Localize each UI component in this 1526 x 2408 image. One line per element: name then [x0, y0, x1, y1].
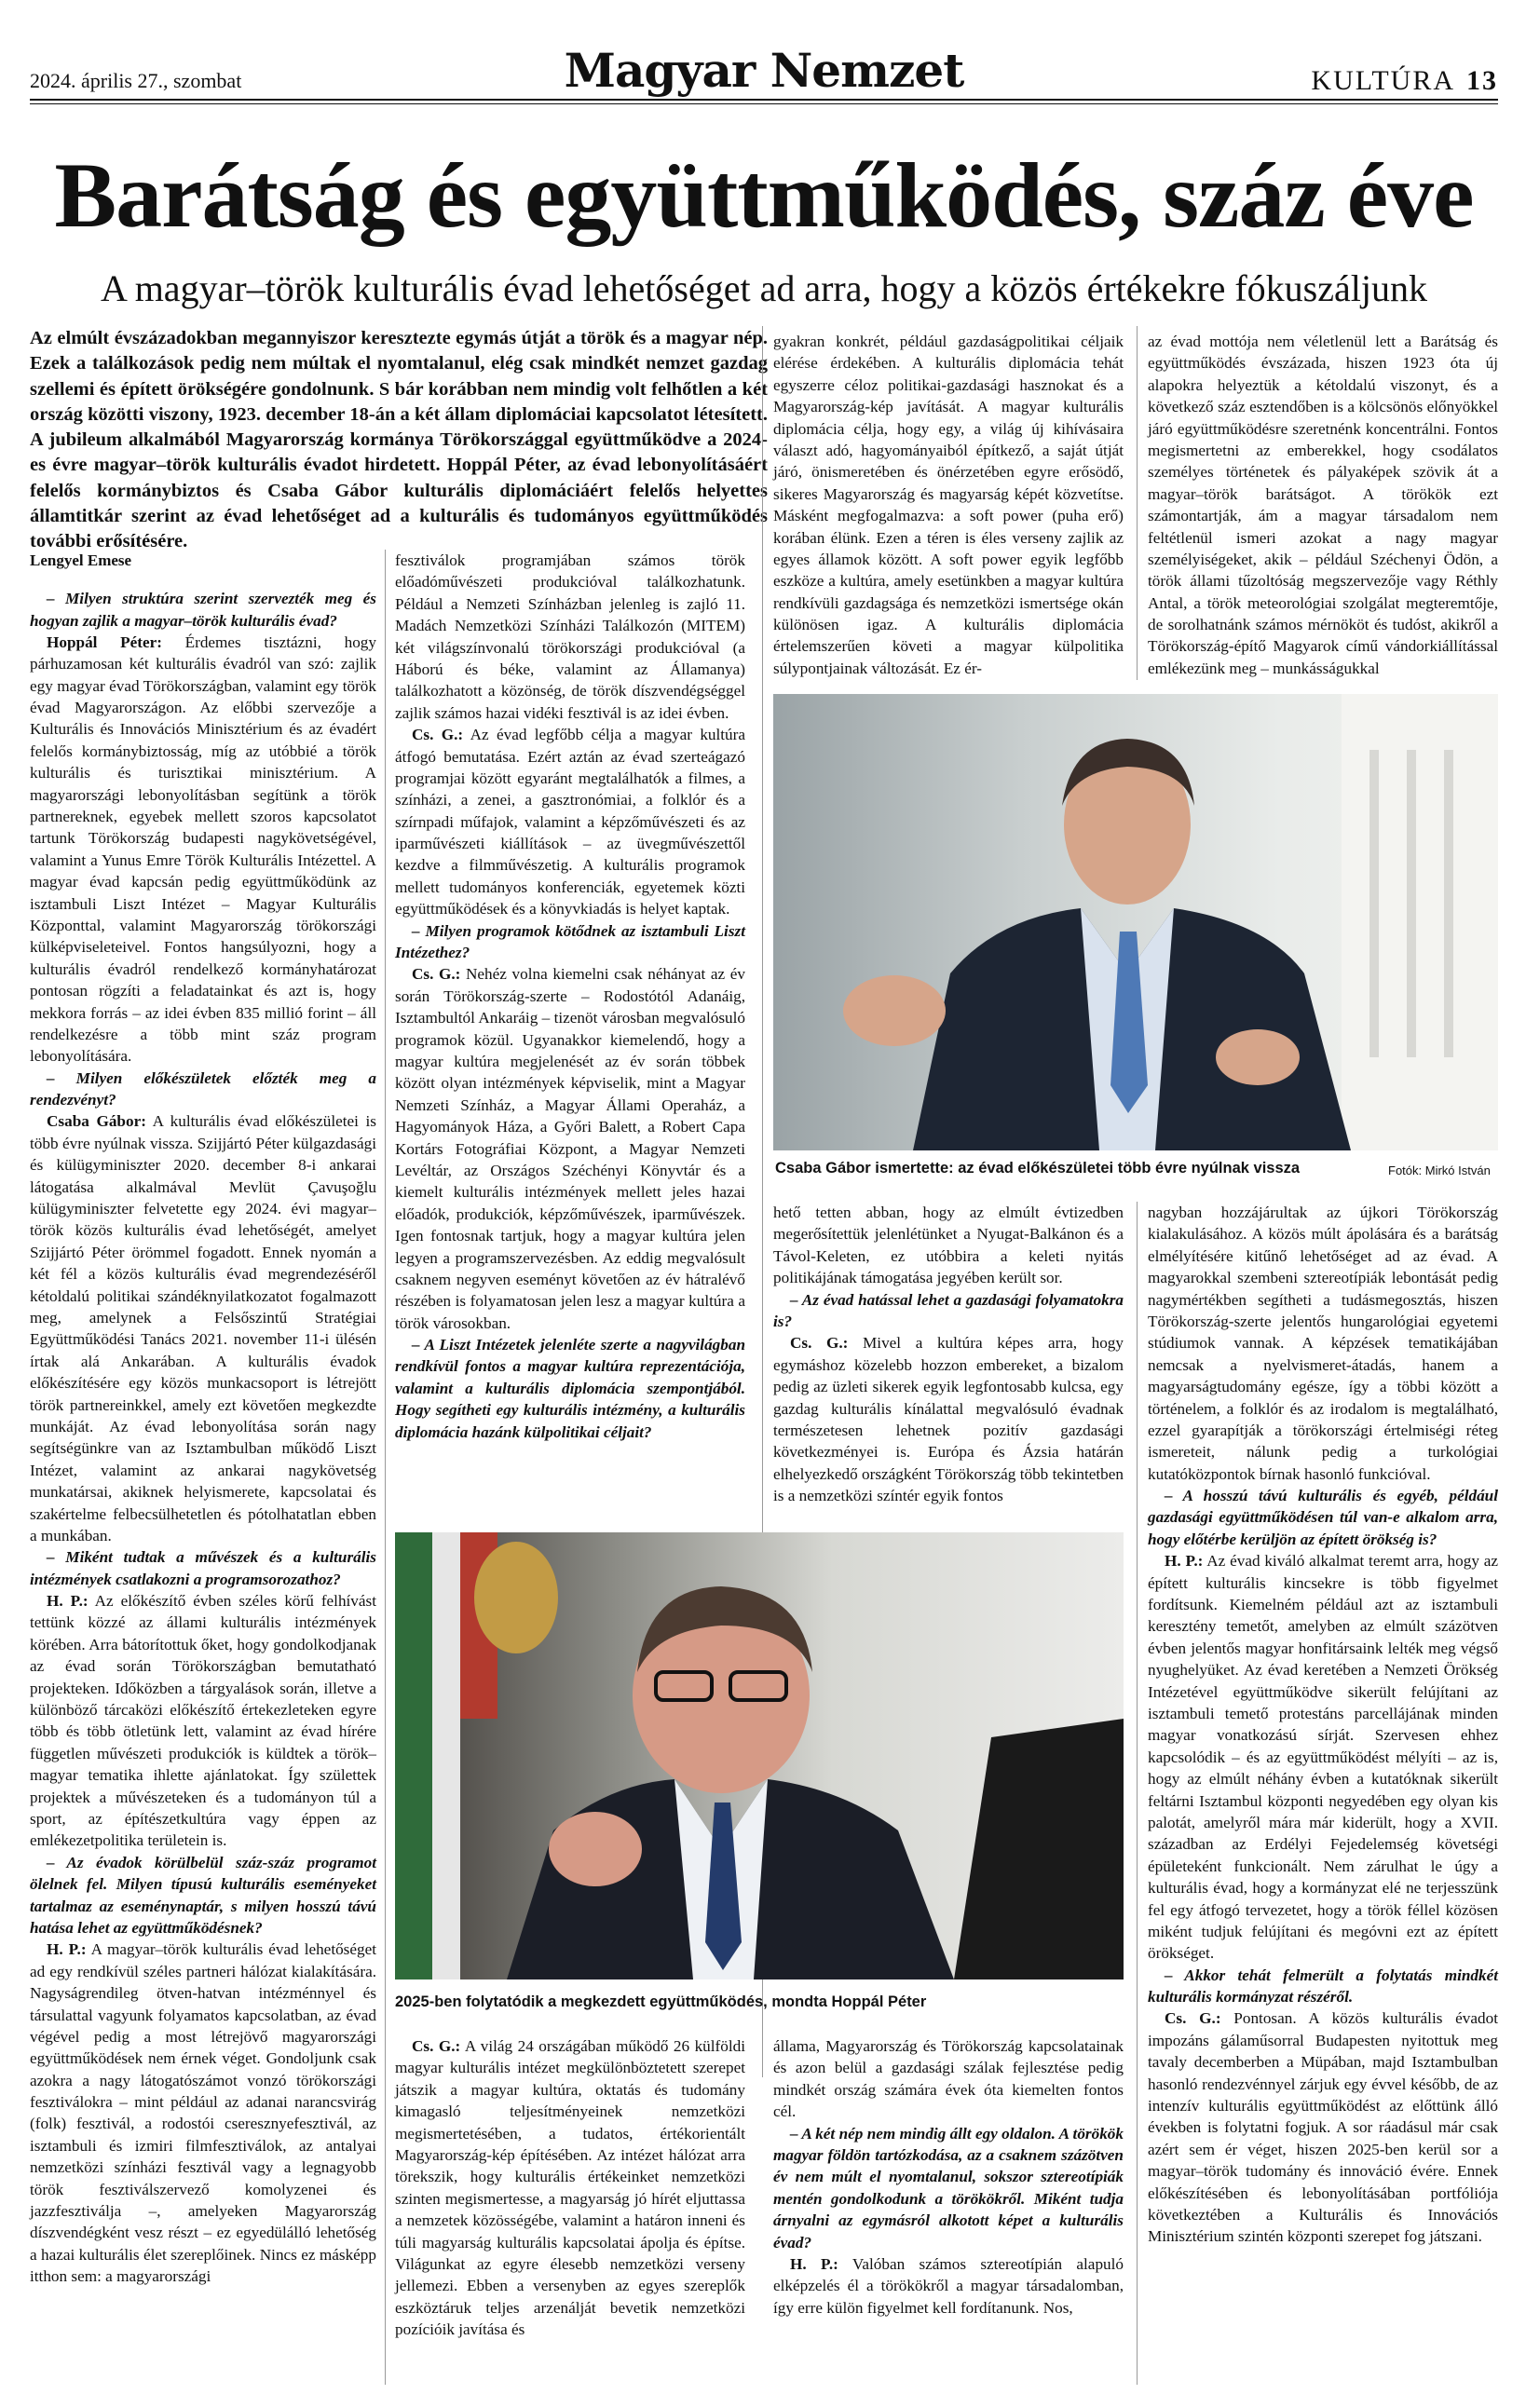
paragraph-text: Nehéz volna kiemelni csak néhányat az év során Törökország-szerte – Rodostótól Adanáig, Isztambultól Ankaráig – tizenöt városban megvalósuló programok közül. Ugyanakkor kiemelendő, hogy a magyar kultúra megjelenését az év során többek között olyan intézmények képviselik, mint a Magyar Nemzeti Színház, a Magyar Állami Operaház, a Hagyományok Háza, a Győri Balett, a Robert Capa Kortárs Fotográfiai Központ, a Magyar Nemzeti Levéltár, az Országos Széchényi Könyvtár és a kiemelt kulturális intézmények mellett jeles hazai előadók, produkciók, képzőművészek, iparművészek. Igen fontosnak tartjuk, hogy a magyar kultúra jelen legyen a programszervezésben. Az eddig megvalósult csaknem negyven eseményt követően az év hátralévő részében is folyamatosan jelen lesz a magyar kultúra a török városokban.: [395, 965, 745, 1332]
section-label: [1311, 65, 1498, 97]
column-divider: [385, 550, 386, 2385]
issue-date: 2024. április 27., szombat: [30, 69, 242, 92]
newspaper-logo: Magyar Nemzet: [564, 43, 964, 98]
interview-question: – Milyen struktúra szerint szervezték meg és hogyan zajlik a magyar–török kulturális évad?: [30, 590, 376, 630]
paragraph-text: az évad mottója nem véletlenül lett a Barátság és együttműködés évszázada, hiszen 1923 óta új alapokra helyeztük a kétoldalú viszonyt, és a következő száz esztendőben is a kölcsönös előnyökkel járó együttműködésre szeretnénk koncentrálni. Fontos megismertetni az emberekkel, hogy csodálatos személyes történetek és pályaképek szövik át a magyar–török barátságot. A törökök ezt számontartják, ám a magyar társadalom nem feltétlenül ismeri azokat a nagy magyar személyiségeket, akik – például Széchenyi Ödön, a török állami tűzoltóság megszervezője vagy Réthly Antal, a török meteorológiai szolgálat megteremtője, de sorolhatnánk számos mérnököt és tudóst, akikről a Törökország-építő Magyarok című vándorkiállítással emlékezünk meg – munkásságukkal: [1148, 333, 1498, 677]
article-lead: Az elmúlt évszázadokban megannyiszor keresztezte egymás útját a török és a magyar nép. Ezek a találkozások pedig nem múltak el nyomtalanul, elég csak mindkét nemzet gazdag szellemi és épített örökségére gondolnunk. S bár korábban nem mindig volt felhőtlen a két ország közötti viszony, 1923. december 18-án a két állam diplomáciai kapcsolatot létesített. A jubileum alkalmából Magyarország kormánya Törökországgal együttműködve a 2024-es évre magyar–török kulturális évadot hirdetett. Hoppál Péter, az évad lebonyolításáért felelős kormánybiztos és Csaba Gábor kulturális diplomáciáért felelős helyettes államtitkár szerint az évad lehetőséget ad a kulturális és tudományos együttműködés további erősítésére.: [30, 328, 768, 551]
speaker-label: H. P.:: [47, 1940, 87, 1959]
interview-question: – A Liszt Intézetek jelenléte szerte a nagyvilágban rendkívül fontos a magyar kultúra reprezentációja, valamint a kulturális diplomácia szempontjából. Hogy segítheti egy kulturális intézmény, a kulturális diplomácia hazánk külpolitikai céljait?: [395, 1336, 745, 1441]
paragraph-text: nagyban hozzájárultak az újkori Törökország kialakulásához. A közös múlt ápolására és a barátság elmélyítésére kitűnő lehetőséget ad az évad. A magyarokkal szembeni sztereotípiák lebontását pedig nagymértékben segítheti a tudásmegosztás, hiszen Törökország-szerte jelentős hungarológiai egyetemi stúdiumok vannak. A képzések tematikájában nemcsak a nyelvismeret-átadás, hanem a magyarságtudomány egésze, így a többi között a történelem, a folklór és az irodalom is megtalálható, ezzel gyarapítják a törökországi értelmiségi réteg ismereteit, nálunk pedig a turkológiai kutatóközpontok bírnak hasonló funkcióval.: [1148, 1204, 1498, 1483]
column-1: [30, 550, 376, 2288]
section-name: KULTÚRA: [1311, 65, 1455, 96]
paragraph-text: Az évad legfőbb célja a magyar kultúra átfogó bemutatása. Ezért aztán az évad szerteágazó programjai között egyaránt megtalálhatók a filmes, a színházi, a zenei, a gasztronómiai, a folklór és a szírnpadi műfajok, valamint a képzőművészeti és az iparművészeti kiállítások – az üvegművészettől kezdve a filmművészetig. A kulturális programok mellett tudományos konferenciák, egyetemek közti együttműködések és a könyvkiadás is helyet kaptak.: [395, 726, 745, 918]
article-paragraph: [773, 1202, 1124, 1289]
article-paragraph: [773, 1332, 1124, 1506]
interview-question: – Milyen előkészületek előzték meg a rendezvényt?: [30, 1068, 376, 1109]
article-subtitle: A magyar–török kulturális évad lehetőséget ad arra, hogy a közös értékekre fókuszáljunk: [101, 267, 1427, 309]
article-paragraph: [1148, 1202, 1498, 1485]
byline: Lengyel Emese: [30, 551, 132, 569]
article-paragraph: [1148, 2007, 1498, 2247]
article-paragraph: [773, 2035, 1124, 2123]
paragraph-text: A kulturális évad előkészületei is több évre nyúlnak vissza. Szijjártó Péter külgazdasági és külügyminiszter 2020. december 8-i ankarai látogatása alkalmával Mevlüt Çavuşoğlu külügyminiszter felvetette egy 2024. évi magyar–török közös kulturális évad lehetőségét, amelyet Szijjártó Péter örömmel fogadott. Ennek nyomán a két fél a közös kulturális évad megrendezéséről kétoldalú politikai szándéknyilatkozatot fogalmazott meg, amelynek a Felsőszintű Stratégiai Együttműködési Tanács 2021. november 11-i ülésén írtak alá Ankarában. A kulturális évadok előkészítésére egy közös munkacsoport is létrejött török partnereinkkel, amely ezt követően megkezdte munkáját. Az évad lebonyolítása során nagy segítségünkre van az Isztambulban működő Liszt Intézet, valamint az ankarai nagykövetség munkatársai, akiknek helyismerete, kapcsolatai és szakértelme felbecsülhetetlen és pótolhatatlan ebben a munkában.: [30, 1112, 376, 1544]
column-divider: [1137, 326, 1138, 680]
photo1-caption: Csaba Gábor ismertette: az évad előkészületei több évre nyúlnak vissza: [775, 1160, 1301, 1177]
speaker-label: Cs. G.:: [1165, 2009, 1221, 2028]
interview-question: – Milyen programok kötődnek az isztambuli Liszt Intézethez?: [395, 921, 745, 962]
photo-csaba-gabor: [773, 694, 1498, 1150]
speaker-label: Cs. G.:: [412, 726, 464, 744]
paragraph-text: A világ 24 országában működő 26 külföldi magyar kulturális intézet megkülönböztetett szerepet játszik a magyar kultúra, oktatás és tudomány kimagasló teljesítményeinek nemzetközi megismertetésében, a tudatos, értékorientált Magyarország-kép építésében. Az intézet hálózat arra törekszik, hogy kulturális értékeinket nemzetközi szinten megismertesse, a magyarság jó hírét eljuttassa a nemzetek közösségébe, valamint a határon inneni és túli magyarság kulturális kapcsolatai ápolja és építse. Világunkat az egyre élesebb nemzetközi verseny jellemezi. Ebben a versenyben az egyes szereplők eszköztáruk teljes arzenálját bevetik nemzetközi pozícióik javítása és: [395, 2037, 745, 2339]
paragraph-text: Az évad kiváló alkalmat teremt arra, hogy az épített kulturális kincsekre is több figyelmet fordítsunk. Kiemelném például azt az isztambuli keresztény temetőt, amelyben az elmúlt százötven évben jelentős magyar honfitársaink lelték meg végső nyughelyüket. Az évad keretében a Nemzeti Örökség Intézetével együttműködve sikerült felújítani az isztambuli temető protestáns parcellájának minden magyar vonatkozású sírját. Szervesen ehhez kapcsolódik – és az együttműködést mélyíti – az is, hogy az elmúlt néhány évben a kutatóknak sikerült feltárni Isztambul központi negyedében egy olyan kis palotát, amelyről mára már kiderült, hogy a XVII. században az Erdélyi Fejedelemség követségi épületeként funkcionált. Nem zárulhat le úgy a kulturális évad, hogy a kormányzat elé ne terjesszünk fel egy átfogó tervezetet, hogy a török féllel közösen miként tudjuk felújítani és megóvni ezt az épített örökséget.: [1148, 1552, 1498, 1963]
column-3-middle: [773, 1202, 1124, 1506]
article-paragraph: [395, 550, 745, 724]
page-number: 13: [1466, 65, 1498, 96]
interview-question: – Az évad hatással lehet a gazdasági folyamatokra is?: [773, 1290, 1124, 1330]
speaker-label: Cs. G.:: [412, 965, 461, 984]
article-paragraph: [30, 1590, 376, 1852]
page-header: [30, 28, 1498, 98]
paragraph-text: Érdemes tisztázni, hogy párhuzamosan két kulturális évadról van szó: zajlik egy magyar évad Törökországban, valamint egy török évad Magyarországon. Az előbbi szervezője a Kulturális és Innovációs Minisztérium és az évadért felelős kormánybiztosság, míg az utóbbié a török kulturális és turisztikai minisztérium. A magyarországi lebonyolításban segítünk a török partnereknek, egyebek mellett szoros kapcsolatot tartunk Törökország budapesti nagykövetségével, valamint a Yunus Emre Török Kulturális Intézettel. A magyar évad kapcsán pedig együttműködünk az isztambuli Liszt Intézet – Magyar Kulturális Központtal, valamint Magyarország törökországi külképviseleteivel. Fontos hangsúlyozni, hogy a kulturális évadról rendelkező kormányhatározat pontosan rögzíti a feladatainkat és azt is, hogy mekkora forrás – az idei évben 835 millió forint – áll rendelkezésre a több mint száz program lebonyolítására.: [30, 633, 376, 1066]
column-4-top: [1148, 331, 1498, 679]
paragraph-text: hető tetten abban, hogy az elmúlt évtizedben megerősítettük jelenlétünket a Nyugat-Balkánon és a Távol-Keleten, ez utóbbira a keleti nyitás politikájának támogatása jegyében került sor.: [773, 1204, 1124, 1287]
paragraph-text: állama, Magyarország és Törökország kapcsolatainak és azon belül a gazdasági szálak fejlesztése pedig mindkét ország számára évek óta kiemelten fontos cél.: [773, 2037, 1124, 2121]
interview-question: – A két nép nem mindig állt egy oldalon. A törökök magyar földön tartózkodása, az a csaknem százötven év nem múlt el nyomtalanul, sokszor sztereotípiák mentén gondolkodunk a törökökről. Miként tudja árnyalni az egymásról alkotott képet a kulturális évad?: [773, 2124, 1124, 2252]
speaker-label: Cs. G.:: [412, 2037, 461, 2055]
paragraph-text: Mivel a kultúra képes arra, hogy egymáshoz közelebb hozzon embereket, a bizalom pedig az üzleti sikerek egyik legfontosabb kulcsa, egy gazdag kulturális kínálattal megvalósuló évadnak természetesen lehetnek pozitív gazdasági következményei is. Európa és Ázsia határán elhelyezkedő országként Törökország több tekintetben is a nemzetközi színtér egyik fontos: [773, 1334, 1124, 1505]
photo-credit: Fotók: Mirkó István: [1388, 1163, 1491, 1177]
portrait-illustration: [773, 694, 1498, 1150]
speaker-label: H. P.:: [47, 1592, 89, 1611]
article-paragraph: [773, 331, 1124, 679]
interview-question: – A hosszú távú kulturális és egyéb, például gazdasági együttműködésen túl van-e alkalom arra, hogy előtérbe kerüljön az épített örökség is?: [1148, 1487, 1498, 1548]
article-paragraph: [395, 724, 745, 920]
column-2-bottom: [395, 2035, 745, 2340]
article-paragraph: [1148, 331, 1498, 679]
speaker-label: Csaba Gábor:: [47, 1112, 146, 1131]
article-paragraph: [773, 2253, 1124, 2319]
interview-question: – Az évadok körülbelül száz-száz programot ölelnek fel. Milyen típusú kulturális eseményeket tartalmaz az eseménynaptár, s milyen hosszú távú hatása lehet az együttműködésnek?: [30, 1853, 376, 1937]
article-paragraph: [395, 963, 745, 1334]
paragraph-text: gyakran konkrét, például gazdaságpolitikai céljaik elérése érdekében. A kulturális diplomácia tehát egyszerre céloz politikai-gazdasági hasznokat és a Magyarország-kép javítását. A magyar kulturális diplomácia célja, hogy egy, a világ új kihívásaira választ adó, hagyományaiból építkező, a saját útját járó, önismeretében és önérzetében egyre erősödő, sikeres Magyarország és magyarság képét közvetítse. Másként megfogalmazva: a soft power (puha erő) korában élünk. Ezen a téren is éles verseny zajlik az egyes államok között. A soft power egyik legfőbb eszköze a kultúra, amely esetünkben a magyar kultúra rendkívüli gazdagsága és nemzetközi ismertsége okán különösen igaz. A kulturális diplomácia értelemszerűen követi a magyar külpolitika súlypontjainak változását. Ez ér-: [773, 333, 1124, 677]
interview-question: – Miként tudtak a művészek és a kulturális intézmények csatlakozni a programsorozathoz?: [30, 1548, 376, 1588]
paragraph-text: A magyar–török kulturális évad lehetőséget ad egy rendkívül széles partneri hálózat kialakítására. Nagyságrendileg ötven-hatvan intézménnyel és társulattal vagyunk folyamatos kapcsolatban, az évad végével pedig a most létrejövő magyarországi együttműködések nem érnek véget. Gondoljunk csak azokra a nagy látogatószámot vonzó törökországi fesztiválokra – mint például az adanai narancsvirág (folk) fesztivál, a rodostói cseresznyefesztivál, az isztambuli és izmiri filmfesztiválok, az antalyai nemzetközi színházi fesztivál vagy a legnagyobb török fesztiválszervező komolyzenei és jazzfesztiválja –, amelyeken Magyarország díszvendégként vesz részt – ez egyedülálló lehetőség a hazai kulturális élet szereplőinek. Nincs ez másképp itthon sem: a magyarországi: [30, 1940, 376, 2286]
paragraph-text: Pontosan. A közös kulturális évadot impozáns gálaműsorral Budapesten nyitottuk meg tavaly decemberben a Müpában, majd Isztambulban hasonló rendezvénnyel zárjuk egy évvel később, de az intenzív kulturális együttműködést az előttünk álló években is folytatni fogjuk. A sor ráadásul már csak azért sem ér véget, hiszen 2025-ben kerül sor a magyar–török tudomány és innováció évére. Ennek előkészítésében és lebonyolításában portfóliója következtében a Kulturális és Innovációs Minisztérium szintén központi szerepet fog játszani.: [1148, 2009, 1498, 2246]
article-title: Barátság és együttműködés, száz éve: [54, 143, 1474, 247]
paragraph-text: fesztiválok programjában számos török előadóművészeti produkcióval találkozhatunk. Például a Nemzeti Színházban jelenleg is zajló 11. Madách Nemzetközi Színházi Találkozón (MITEM) két világszínvonalú törökországi produkcióval (a Háború és béke, valamint az Államanya) találkozhatott a közönség, de török díszvendégséggel zajlik számos hazai vidéki fesztivál is az idei évben.: [395, 551, 745, 722]
paragraph-text: Az előkészítő évben széles körű felhívást tettünk közzé az állami kulturális intézmények körében. Arra bátorítottuk őket, hogy gondolkodjanak az évad során Törökországban bemutatható projekteken. Időközben a tárgyalások során, illetve a különböző tárcaközi előkészítő értekezleteken egyre több és több ötletünk lett, valamint az évad hírére független művészeti produkciók is küldtek a török–magyar tematika ihlette ajánlatokat. Így születtek projektek a művészeteken és a tudományon túl a sport, az építészetkultúra vagy éppen az emlékezetpolitika területein is.: [30, 1592, 376, 1850]
article-paragraph: [30, 632, 376, 1068]
paragraph-text: Valóban számos sztereotípián alapuló elképzelés él a törökökről a magyar társadalomban, így erre külön figyelmet kell fordítanunk. Nos,: [773, 2254, 1124, 2317]
portrait-illustration-2: [395, 1532, 1124, 1979]
speaker-label: Hoppál Péter:: [47, 633, 162, 651]
interview-question: – Akkor tehát felmerült a folytatás mindkét kulturális kormányzat részéről.: [1148, 1966, 1498, 2007]
article-paragraph: [30, 1110, 376, 1546]
column-divider: [1137, 1202, 1138, 2385]
header-rule: [30, 99, 1498, 101]
speaker-label: H. P.:: [1165, 1552, 1204, 1571]
column-3-top: [773, 331, 1124, 679]
column-2: [395, 550, 745, 1443]
photo2-caption: 2025-ben folytatódik a megkezdett együttműködés, mondta Hoppál Péter: [395, 1993, 927, 2010]
header-rule-thin: [30, 103, 1498, 104]
column-3-bottom: [773, 2035, 1124, 2319]
speaker-label: Cs. G.:: [790, 1334, 849, 1353]
speaker-label: H. P.:: [790, 2254, 838, 2273]
column-4-bottom: [1148, 1202, 1498, 2248]
article-paragraph: [1148, 1550, 1498, 1964]
article-paragraph: [30, 1939, 376, 2287]
photo-hoppal-peter: [395, 1532, 1124, 1979]
article-paragraph: [395, 2035, 745, 2340]
